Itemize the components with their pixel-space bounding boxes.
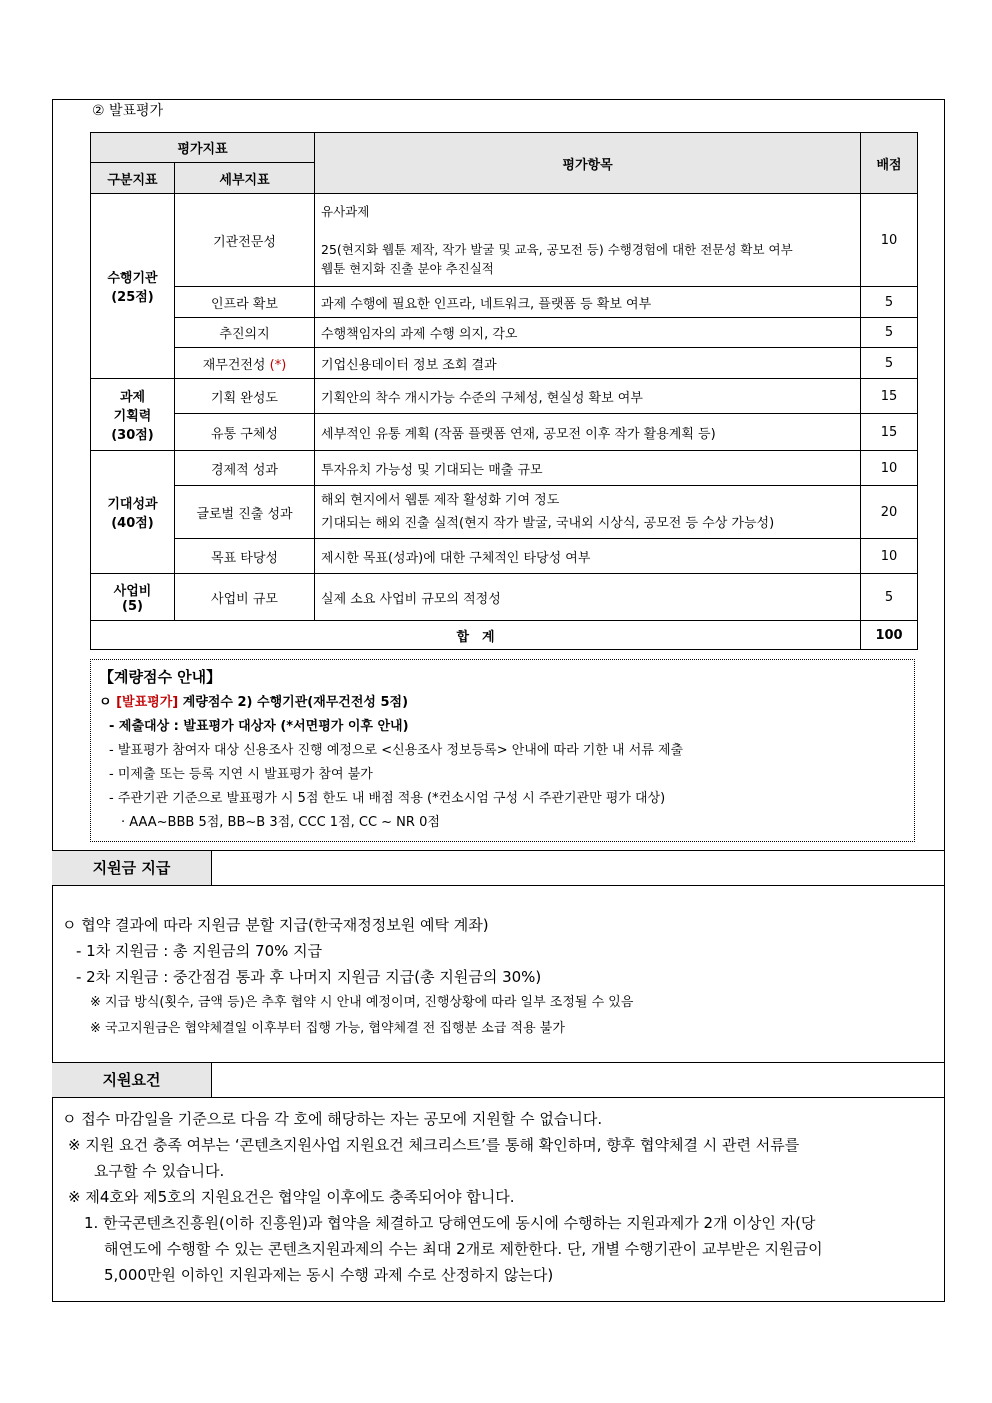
bullet-mark: ㅇ <box>99 695 117 710</box>
header-group: 평가지표 <box>91 133 315 163</box>
detail-cell: 글로벌 진출 성과 <box>175 486 315 539</box>
requirements-section-header <box>52 1062 945 1098</box>
item-cell: 수행책임자의 과제 수행 의지, 각오 <box>315 318 861 348</box>
body-line: ※ 지원 요건 충족 여부는 ‘콘텐츠지원사업 지원요건 체크리스트’를 통해 확인하며, 향후 협약체결 시 관련 서류를 <box>68 1136 800 1154</box>
notice-red-label: [발표평가] <box>116 695 179 710</box>
score-cell: 5 <box>861 574 918 621</box>
score-cell: 10 <box>861 194 918 287</box>
body-line: ㅇ 협약 결과에 따라 지원금 분할 지급(한국재정정보원 예탁 계좌) <box>62 916 489 934</box>
notice-line: - 발표평가 참여자 대상 신용조사 진행 예정으로 <신용조사 정보등록> 안내에 따라 기한 내 서류 제출 <box>109 743 684 758</box>
required-mark: (*) <box>269 357 287 373</box>
item-cell: 과제 수행에 필요한 인프라, 네트워크, 플랫폼 등 확보 여부 <box>315 287 861 318</box>
body-line: 해연도에 수행할 수 있는 콘텐츠지원과제의 수는 최대 2개로 제한한다. 단, 개별 수행기관이 교부받은 지원금이 <box>104 1240 823 1258</box>
item-cell: 기획안의 착수 개시가능 수준의 구체성, 현실성 확보 여부 <box>315 379 861 414</box>
body-line: 1. 한국콘텐츠진흥원(이하 진흥원)과 협약을 체결하고 당해연도에 동시에 수행하는 지원과제가 2개 이상인 자(당 <box>84 1214 816 1232</box>
item-cell: 해외 현지에서 웹툰 제작 활성화 기여 정도 기대되는 해외 진출 실적(현지 작가 발굴, 국내외 시상식, 공모전 등 수상 가능성) <box>315 486 861 539</box>
body-line: ※ 국고지원금은 협약체결일 이후부터 집행 가능, 협약체결 전 집행분 소급 적용 불가 <box>90 1021 565 1036</box>
payment-section-header <box>52 850 945 886</box>
body-line: 요구할 수 있습니다. <box>94 1162 225 1180</box>
body-line: ㅇ 접수 마감일을 기준으로 다음 각 호에 해당하는 자는 공모에 지원할 수 없습니다. <box>62 1110 603 1128</box>
score-cell: 5 <box>861 318 918 348</box>
body-line: ※ 제4호와 제5호의 지원요건은 협약일 이후에도 충족되어야 합니다. <box>68 1188 515 1206</box>
item-cell: 유사과제 25(현지화 웹툰 제작, 작가 발굴 및 교육, 공모전 등) 수행경험에 대한 전문성 확보 여부 웹툰 현지화 진출 분야 추진실적 <box>315 194 861 287</box>
score-cell: 10 <box>861 539 918 574</box>
score-cell: 20 <box>861 486 918 539</box>
item-cell: 기업신용데이터 정보 조회 결과 <box>315 348 861 379</box>
header-item: 평가항목 <box>315 133 861 194</box>
evaluation-table <box>90 132 918 650</box>
item-cell: 투자유치 가능성 및 기대되는 매출 규모 <box>315 451 861 486</box>
detail-cell: 유통 구체성 <box>175 414 315 451</box>
payment-body <box>62 912 633 1042</box>
notice-line: · AAA~BBB 5점, BB~B 3점, CCC 1점, CC ~ NR 0점 <box>121 815 440 830</box>
detail-cell: 추진의지 <box>175 318 315 348</box>
total-score: 100 <box>861 621 918 650</box>
notice-title: 【계량점수 안내】 <box>99 668 222 686</box>
detail-cell: 목표 타당성 <box>175 539 315 574</box>
detail-cell: 경제적 성과 <box>175 451 315 486</box>
detail-cell: 사업비 규모 <box>175 574 315 621</box>
score-notice-box <box>90 659 915 842</box>
body-line: ※ 지급 방식(횟수, 금액 등)은 추후 협약 시 안내 예정이며, 진행상황에 따라 일부 조정될 수 있음 <box>90 995 634 1010</box>
notice-line-text: 계량점수 2) 수행기관(재무건전성 5점) <box>178 695 409 710</box>
category-cell: 기대성과 (40점) <box>91 451 175 574</box>
score-cell: 10 <box>861 451 918 486</box>
detail-cell: 인프라 확보 <box>175 287 315 318</box>
score-cell: 5 <box>861 287 918 318</box>
header-category: 구분지표 <box>91 163 175 194</box>
notice-line <box>99 691 906 715</box>
requirements-label: 지원요건 <box>52 1063 212 1097</box>
detail-cell: 기관전문성 <box>175 194 315 287</box>
notice-line: - 미제출 또는 등록 지연 시 발표평가 참여 불가 <box>109 767 373 782</box>
category-cell: 수행기관 (25점) <box>91 194 175 379</box>
score-cell: 15 <box>861 414 918 451</box>
section-title: ② 발표평가 <box>92 103 164 119</box>
notice-line: - 주관기관 기준으로 발표평가 시 5점 한도 내 배점 적용 (*컨소시엄 구성 시 주관기관만 평가 대상) <box>109 791 666 806</box>
notice-line: - 제출대상 : 발표평가 대상자 (*서면평가 이후 안내) <box>109 719 409 734</box>
detail-cell: 기획 완성도 <box>175 379 315 414</box>
item-cell: 제시한 목표(성과)에 대한 구체적인 타당성 여부 <box>315 539 861 574</box>
payment-label: 지원금 지급 <box>52 851 212 885</box>
body-line: - 1차 지원금 : 총 지원금의 70% 지급 <box>76 942 323 960</box>
body-line: - 2차 지원금 : 중간점검 통과 후 나머지 지원금 지급(총 지원금의 30%) <box>76 968 542 986</box>
score-cell: 5 <box>861 348 918 379</box>
body-line: 5,000만원 이하인 지원과제는 동시 수행 과제 수로 산정하지 않는다) <box>104 1266 554 1284</box>
item-cell: 세부적인 유통 계획 (작품 플랫폼 연재, 공모전 이후 작가 활용계획 등) <box>315 414 861 451</box>
item-cell: 실제 소요 사업비 규모의 적정성 <box>315 574 861 621</box>
category-cell: 사업비 (5) <box>91 574 175 621</box>
detail-text: 재무건전성 <box>202 357 266 373</box>
total-label: 합 계 <box>91 621 861 650</box>
detail-cell <box>175 348 315 379</box>
score-cell: 15 <box>861 379 918 414</box>
header-detail: 세부지표 <box>175 163 315 194</box>
header-score: 배점 <box>861 133 918 194</box>
category-cell: 과제 기획력 (30점) <box>91 379 175 451</box>
requirements-body <box>62 1106 823 1288</box>
